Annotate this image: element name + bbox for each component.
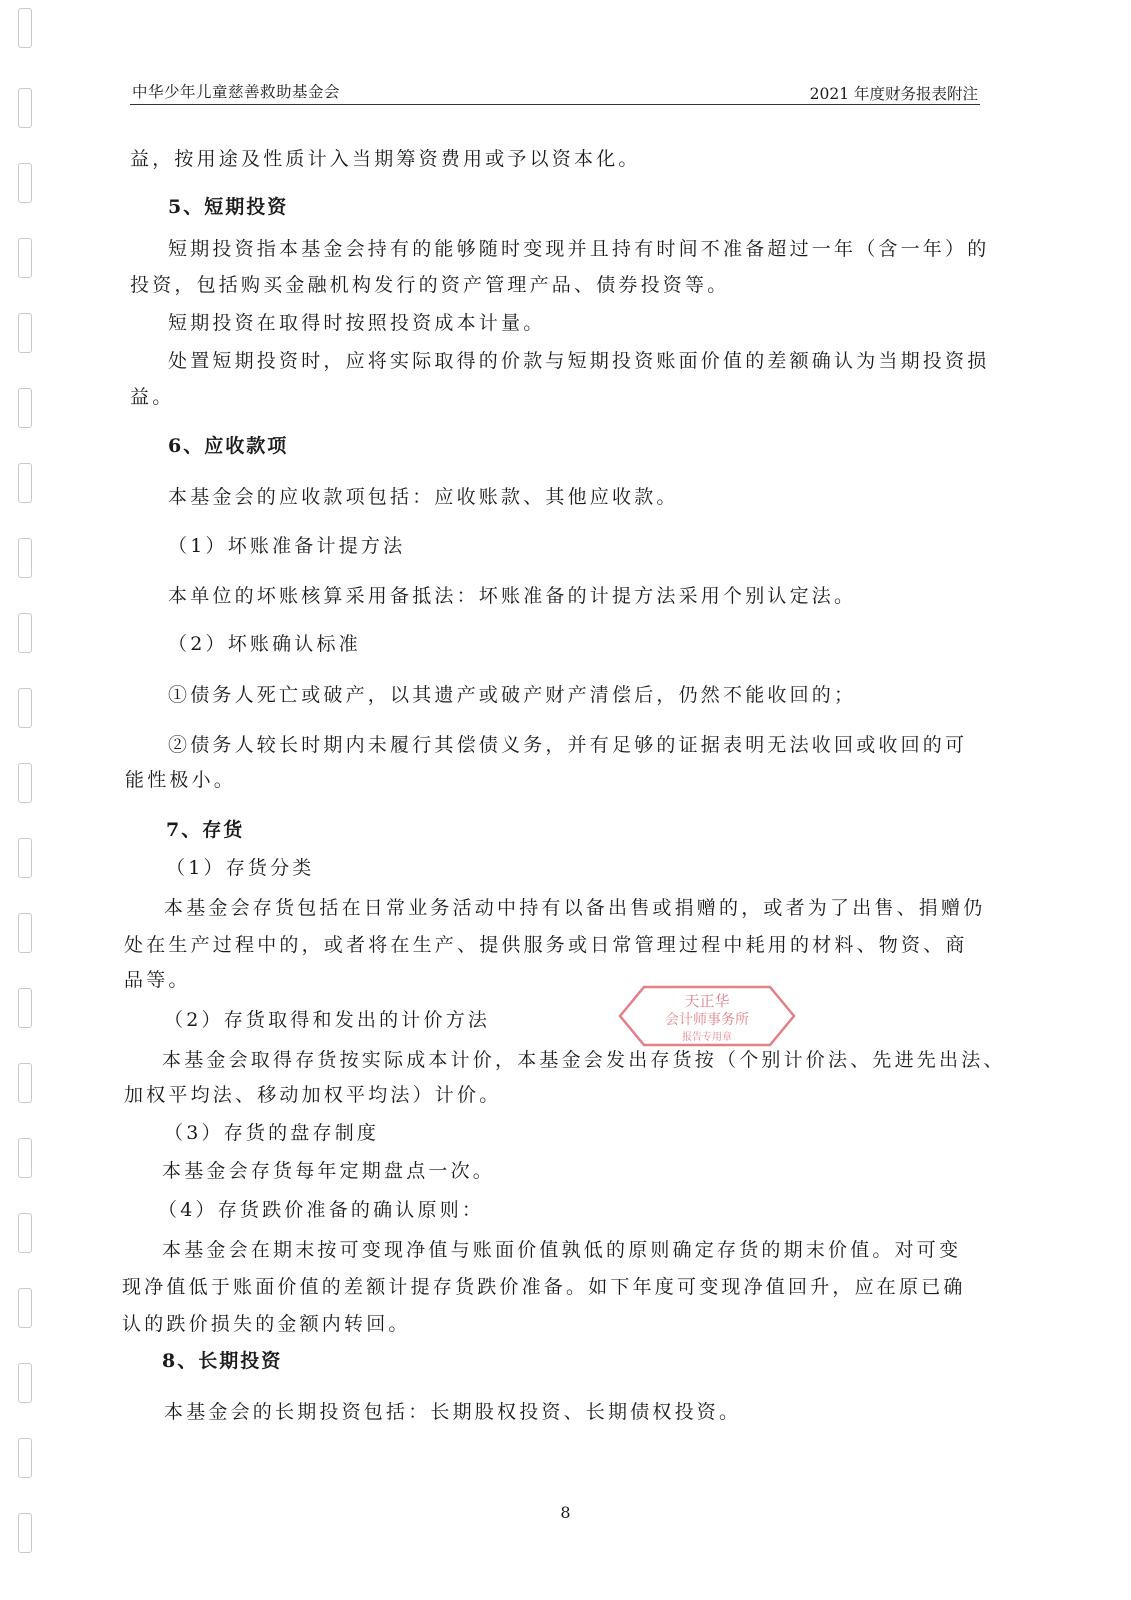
svg-text:天正华: 天正华: [684, 992, 730, 1010]
body-line: 短期投资在取得时按照投资成本计量。: [168, 312, 546, 334]
binding-mark: [18, 1138, 32, 1178]
binding-mark: [18, 688, 32, 728]
body-line: 本基金会存货每年定期盘点一次。: [162, 1160, 496, 1182]
binding-mark: [18, 163, 32, 203]
body-line: 本基金会存货包括在日常业务活动中持有以备出售或捐赠的，或者为了出售、捐赠仍: [164, 897, 986, 919]
body-line: （1）坏账准备计提方法: [168, 535, 406, 557]
body-line: （4）存货跌价准备的确认原则：: [158, 1199, 485, 1221]
body-line: 处在生产过程中的，或者将在生产、提供服务或日常管理过程中耗用的材料、物资、商: [124, 934, 968, 956]
section-heading-long-term-investment: 8、长期投资: [162, 1350, 283, 1372]
binding-mark: [18, 88, 32, 128]
section-heading-short-term-investment: 5、短期投资: [168, 196, 289, 218]
binding-mark: [18, 1438, 32, 1478]
binding-mark: [18, 613, 32, 653]
body-line: 本基金会取得存货按实际成本计价，本基金会发出存货按（个别计价法、先进先出法、: [162, 1049, 1006, 1071]
binding-mark: [18, 1213, 32, 1253]
auditor-seal-stamp: [612, 984, 802, 1048]
body-line: 本基金会在期末按可变现净值与账面价值孰低的原则确定存货的期末价值。对可变: [162, 1239, 962, 1261]
body-line: 加权平均法、移动加权平均法）计价。: [124, 1084, 502, 1106]
binding-mark: [18, 1288, 32, 1328]
body-line: 处置短期投资时，应将实际取得的价款与短期投资账面价值的差额确认为当期投资损: [168, 350, 990, 372]
page-header: [130, 74, 980, 105]
body-line: 益，按用途及性质计入当期筹资费用或予以资本化。: [130, 148, 641, 170]
body-line: 本单位的坏账核算采用备抵法：坏账准备的计提方法采用个别认定法。: [168, 585, 857, 607]
body-line: （2）坏账确认标准: [168, 633, 361, 655]
header-org-name: 中华少年儿童慈善救助基金会: [132, 83, 341, 101]
header-report-title: 2021 年度财务报表附注: [809, 85, 978, 103]
binding-mark: [18, 313, 32, 353]
binding-mark: [18, 1363, 32, 1403]
binding-hole-marks: [18, 0, 42, 1600]
body-line: 益。: [130, 386, 175, 408]
svg-text:会计师事务所: 会计师事务所: [665, 1012, 749, 1028]
body-line: 本基金会的长期投资包括：长期股权投资、长期债权投资。: [164, 1401, 742, 1423]
binding-mark: [18, 463, 32, 503]
binding-mark: [18, 388, 32, 428]
binding-mark: [18, 238, 32, 278]
body-line: 现净值低于账面价值的差额计提存货跌价准备。如下年度可变现净值回升，应在原已确: [122, 1276, 966, 1298]
body-line: 品等。: [124, 969, 191, 991]
body-line: （3）存货的盘存制度: [164, 1122, 380, 1144]
body-line: ①债务人死亡或破产，以其遗产或破产财产清偿后，仍然不能收回的；: [168, 684, 857, 706]
body-line: 能性极小。: [125, 769, 237, 791]
binding-mark: [18, 988, 32, 1028]
body-line: （1）存货分类: [166, 857, 315, 879]
body-line: 短期投资指本基金会持有的能够随时变现并且持有时间不准备超过一年（含一年）的: [168, 238, 990, 260]
section-heading-inventory: 7、存货: [166, 819, 245, 841]
binding-mark: [18, 838, 32, 878]
body-line: （2）存货取得和发出的计价方法: [164, 1009, 491, 1031]
binding-mark: [18, 913, 32, 953]
binding-mark: [18, 538, 32, 578]
binding-mark: [18, 8, 32, 48]
body-line: 投资，包括购买金融机构发行的资产管理产品、债券投资等。: [130, 274, 730, 296]
section-heading-receivables: 6、应收款项: [168, 435, 289, 457]
binding-mark: [18, 763, 32, 803]
page-number: 8: [560, 1503, 571, 1522]
binding-mark: [18, 1063, 32, 1103]
body-line: ②债务人较长时期内未履行其偿债义务，并有足够的证据表明无法收回或收回的可: [168, 734, 968, 756]
body-line: 认的跌价损失的金额内转回。: [122, 1313, 411, 1335]
body-line: 本基金会的应收款项包括：应收账款、其他应收款。: [168, 486, 679, 508]
svg-text:报告专用章: 报告专用章: [682, 1032, 732, 1043]
